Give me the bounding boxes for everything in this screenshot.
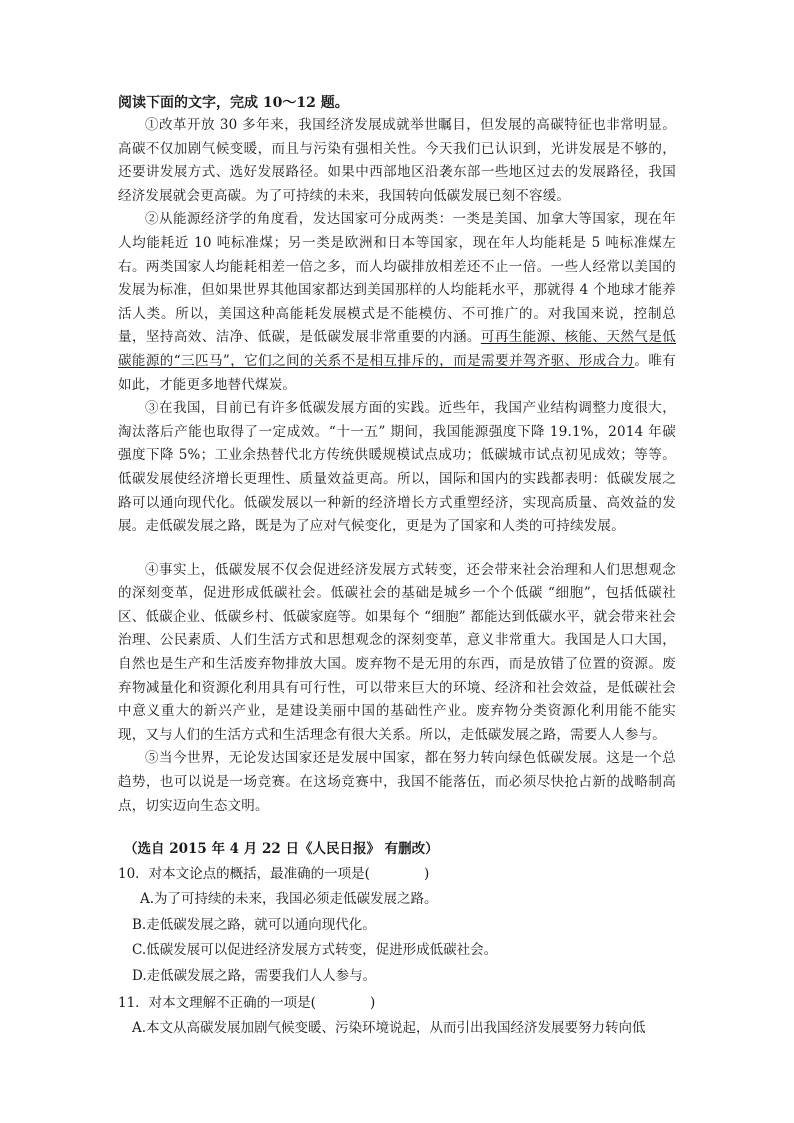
paragraph-5: ⑤当今世界，无论发达国家还是发展中国家，都在努力转向绿色低碳发展。这是一个总趋势，也可以说是一场竞赛。在这场竞赛中，我国不能落伍，而必须尽快抢占新的战略制高点，切实迈向生态文明。: [118, 750, 676, 814]
question-11-option-a: A.本文从高碳发展加剧气候变暖、污染环境说起，从而引出我国经济发展要努力转向低: [132, 1020, 646, 1037]
question-10-option-b: B.走低碳发展之路，就可以通向现代化。: [132, 916, 376, 933]
exam-page: [118, 92, 676, 1042]
question-10-close: ): [423, 866, 430, 883]
question-10-text: 10．对本文论点的概括，最准确的一项是(: [118, 866, 370, 883]
question-10-option-c: C.低碳发展可以促进经济发展方式转变，促进形成低碳社会。: [132, 942, 498, 959]
question-10-option-d: D.走低碳发展之路，需要我们人人参与。: [132, 967, 377, 984]
underlined-sentence: 可再生能源、核能、天然气是低碳能源的“三匹马”，它们之间的关系不是相互排斥的，而是需要并驾齐驱、形成合力: [118, 329, 676, 369]
paragraph-2-text: ②从能源经济学的角度看，发达国家可分成两类：一类是美国、加拿大等国家，现在年人均能耗近 10 吨标准煤；另一类是欧洲和日本等国家，现在年人均能耗是 5 吨标准煤左右。两类国家人均能耗相差一倍之多，而人均碳排放相差还不止一倍。一些人经常以美国的发展为标准，但如果世界其他国家都达到美国那样的人均能耗水平，那就得 4 个地球才能养活人类。所以，美国这种高能耗发展模式是不能模仿、不可推广的。对我国来说，控制总量，坚持高效、洁净、低碳，是低碳发展非常重要的内涵。: [118, 211, 676, 346]
question-10-option-a: A.为了可持续的未来，我国必须走低碳发展之路。: [140, 891, 438, 908]
question-11-stem: [118, 991, 676, 1016]
paragraph-4: ④事实上，低碳发展不仅会促进经济发展方式转变，还会带来社会治理和人们思想观念的深刻变革，促进形成低碳社会。低碳社会的基础是城乡一个个低碳 “细胞”，包括低碳社区、低碳企业、低碳乡村、低碳家庭等。如果每个 “细胞” 都能达到低碳水平，就会带来社会治理、公民素质、人们生活方式和思想观念的深刻变革，意义非常重大。我国是人口大国，自然也是生产和生活废弃物排放大国。废弃物不是无用的东西，而是放错了位置的资源。废弃物减量化和资源化利用具有可行性，可以带来巨大的环境、经济和社会效益，是低碳社会中意义重大的新兴产业，是建设美丽中国的基础性产业。废弃物分类资源化利用能不能实现，又与人们的生活方式和生活理念有很大关系。所以，走低碳发展之路，需要人人参与。: [118, 561, 676, 743]
reading-instructions: 阅读下面的文字，完成 10～12 题。: [118, 95, 349, 111]
paragraph-2-tail: 。唯有如此，才能更多地替代煤炭。: [118, 352, 676, 393]
source-citation: （选自 2015 年 4 月 22 日《人民日报》 有删改）: [124, 841, 439, 858]
paragraph-1: ①改革开放 30 多年来，我国经济发展成就举世瞩目，但发展的高碳特征也非常明显。高碳不仅加剧气候变暖，而且与污染有强相关性。今天我们已认识到，光讲发展是不够的，还要讲发展方式、选好发展路径。如果中西部地区沿袭东部一些地区过去的发展路径，我国经济发展就会更高碳。为了可持续的未来，我国转向低碳发展已刻不容缓。: [118, 117, 676, 204]
paragraph-3: ③在我国，目前已有许多低碳发展方面的实践。近些年，我国产业结构调整力度很大，淘汰落后产能也取得了一定成效。“十一五” 期间，我国能源强度下降 19.1%，2014 年碳强度下降 5%；工业余热替代北方传统供暖规模试点成功；低碳城市试点初见成效；等等。低碳发展使经济增长更理性、质量效益更高。所以，国际和国内的实践都表明：低碳发展之路可以通向现代化。低碳发展以一种新的经济增长方式重塑经济，实现高质量、高效益的发展。走低碳发展之路，既是为了应对气候变化，更是为了国家和人类的可持续发展。: [118, 400, 676, 535]
paragraph-2: [118, 208, 676, 397]
question-10-stem: [118, 862, 676, 887]
question-11-close: ): [369, 995, 376, 1012]
question-11-text: 11．对本文理解不正确的一项是(: [118, 995, 316, 1012]
